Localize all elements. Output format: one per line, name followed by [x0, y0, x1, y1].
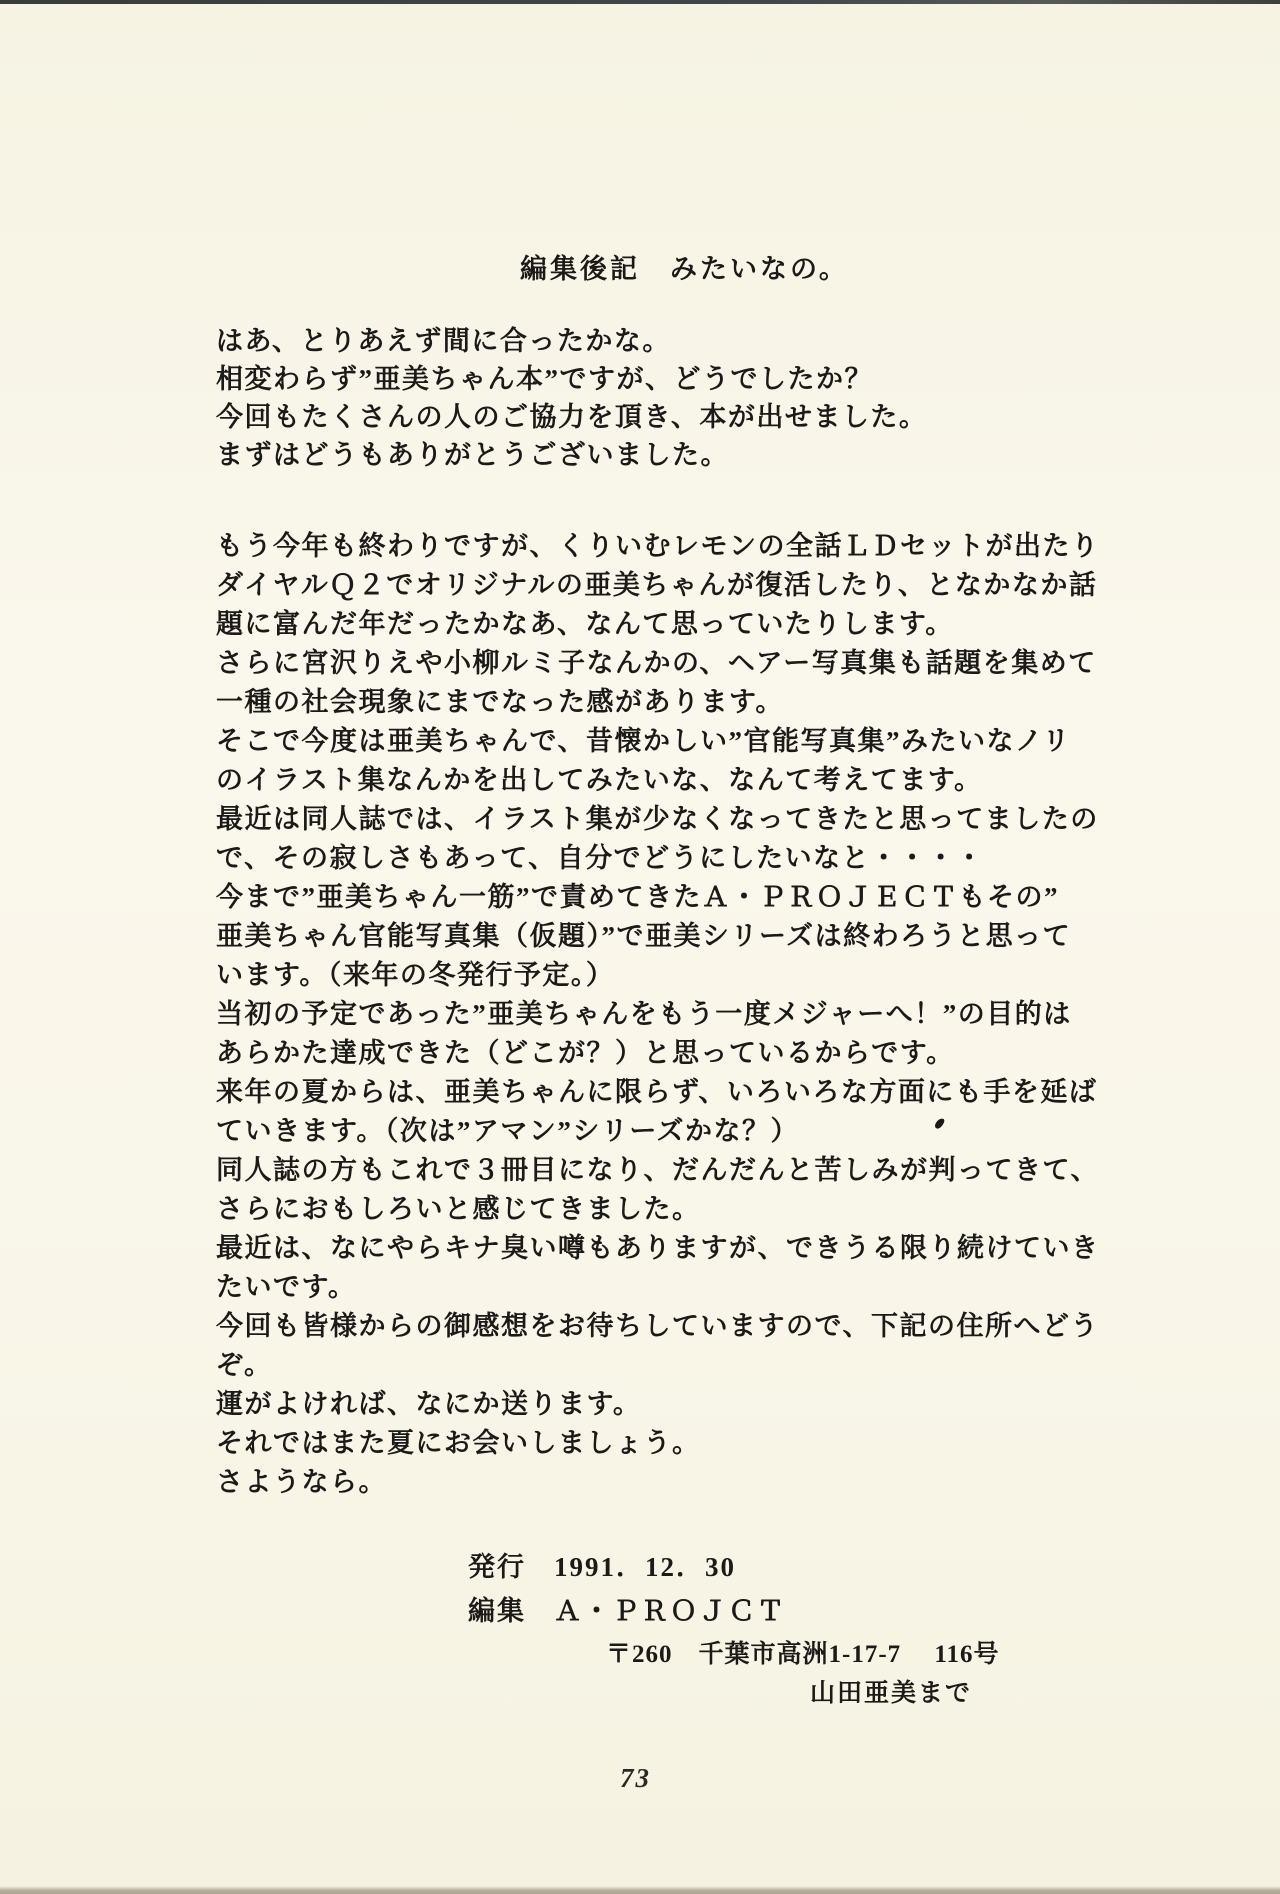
body-line: 亜美ちゃん官能写真集（仮題）”で亜美シリーズは終わろうと思って [216, 921, 1072, 951]
body-line: あらかた達成できた（どこが？）と思っているからです。 [216, 1038, 955, 1068]
edit-label: 編集 [468, 1596, 526, 1626]
body-line: 当初の予定であった”亜美ちゃんをもう一度メジャーへ！”の目的は [216, 999, 1072, 1029]
body-line: ていきます。（次は”アマン”シリーズかな？） [216, 1116, 799, 1146]
body-line: 同人誌の方もこれで３冊目になり、だんだんと苦しみが判ってきて、 [216, 1155, 1099, 1185]
body-line: さようなら。 [216, 1467, 387, 1497]
body-line: ぞ。 [216, 1350, 273, 1380]
colophon-editor-row [468, 1589, 786, 1628]
body-line: で、その寂しさもあって、自分でどうにしたいなと・・・・ [216, 843, 985, 873]
body-line: たいです。 [216, 1272, 357, 1302]
scan-edge-top [0, 0, 1280, 4]
body-line: 来年の夏からは、亜美ちゃんに限らず、いろいろな方面にも手を延ば [216, 1077, 1098, 1107]
body-line: もう今年も終わりですが、くりいむレモンの全話ＬＤセットが出たり [216, 531, 1100, 561]
paragraph-main [216, 527, 1116, 1502]
page-title: 編集後記 みたいなの。 [520, 254, 849, 284]
body-line: います。（来年の冬発行予定。） [216, 960, 615, 990]
body-line: ダイヤルＱ２でオリジナルの亜美ちゃんが復活したり、となかなか話 [216, 570, 1098, 600]
body-line: 今回も皆様からの御感想をお待ちしていますので、下記の住所へどう [216, 1311, 1099, 1341]
body-line: さらに宮沢りえや小柳ルミ子なんかの、ヘアー写真集も話題を集めて [216, 648, 1097, 678]
afterword-body [216, 322, 1116, 1502]
body-line: それではまた夏にお会いしましょう。 [216, 1428, 701, 1458]
colophon-recipient: 山田亜美まで [810, 1680, 973, 1707]
body-line: 運がよければ、なにか送ります。 [216, 1389, 642, 1419]
body-line: 題に富んだ年だったかなあ、なんて思っていたりします。 [216, 609, 954, 639]
body-line: 今まで”亜美ちゃん一筋”で責めてきたＡ・ＰＲＯＪＥＣＴもその” [216, 882, 1059, 912]
colophon-address: 〒260 千葉市高洲1-17-7 116号 [606, 1641, 1000, 1668]
colophon-publish-row [468, 1545, 736, 1584]
paragraph-intro [216, 322, 1116, 474]
body-line: 最近は、なにやらキナ臭い噂もありますが、できうる限り続けていき [216, 1233, 1100, 1263]
page-number: 73 [620, 1763, 651, 1793]
body-line: はあ、とりあえず間に合ったかな。 [216, 326, 671, 356]
body-line: そこで今度は亜美ちゃんで、昔懐かしい”官能写真集”みたいなノリ [216, 726, 1071, 756]
body-line: さらにおもしろいと感じてきました。 [216, 1194, 701, 1224]
body-line: 今回もたくさんの人のご協力を頂き、本が出せました。 [216, 402, 928, 432]
body-line: 相変わらず”亜美ちゃん本”ですが、どうでしたか？ [216, 364, 873, 394]
editor-name: Ａ・ＰＲＯＪＣＴ [554, 1596, 786, 1626]
scan-edge-bottom [0, 1886, 1280, 1894]
body-line: 一種の社会現象にまでなった感があります。 [216, 687, 784, 717]
body-line: のイラスト集なんかを出してみたいな、なんて考えてます。 [216, 765, 983, 795]
publish-date: 1991．12．30 [554, 1552, 736, 1582]
body-line: 最近は同人誌では、イラスト集が少なくなってきたと思ってましたの [216, 804, 1099, 834]
publish-label: 発行 [468, 1552, 526, 1582]
paragraph-spacer [216, 474, 1116, 527]
body-line: まずはどうもありがとうございました。 [216, 440, 729, 470]
